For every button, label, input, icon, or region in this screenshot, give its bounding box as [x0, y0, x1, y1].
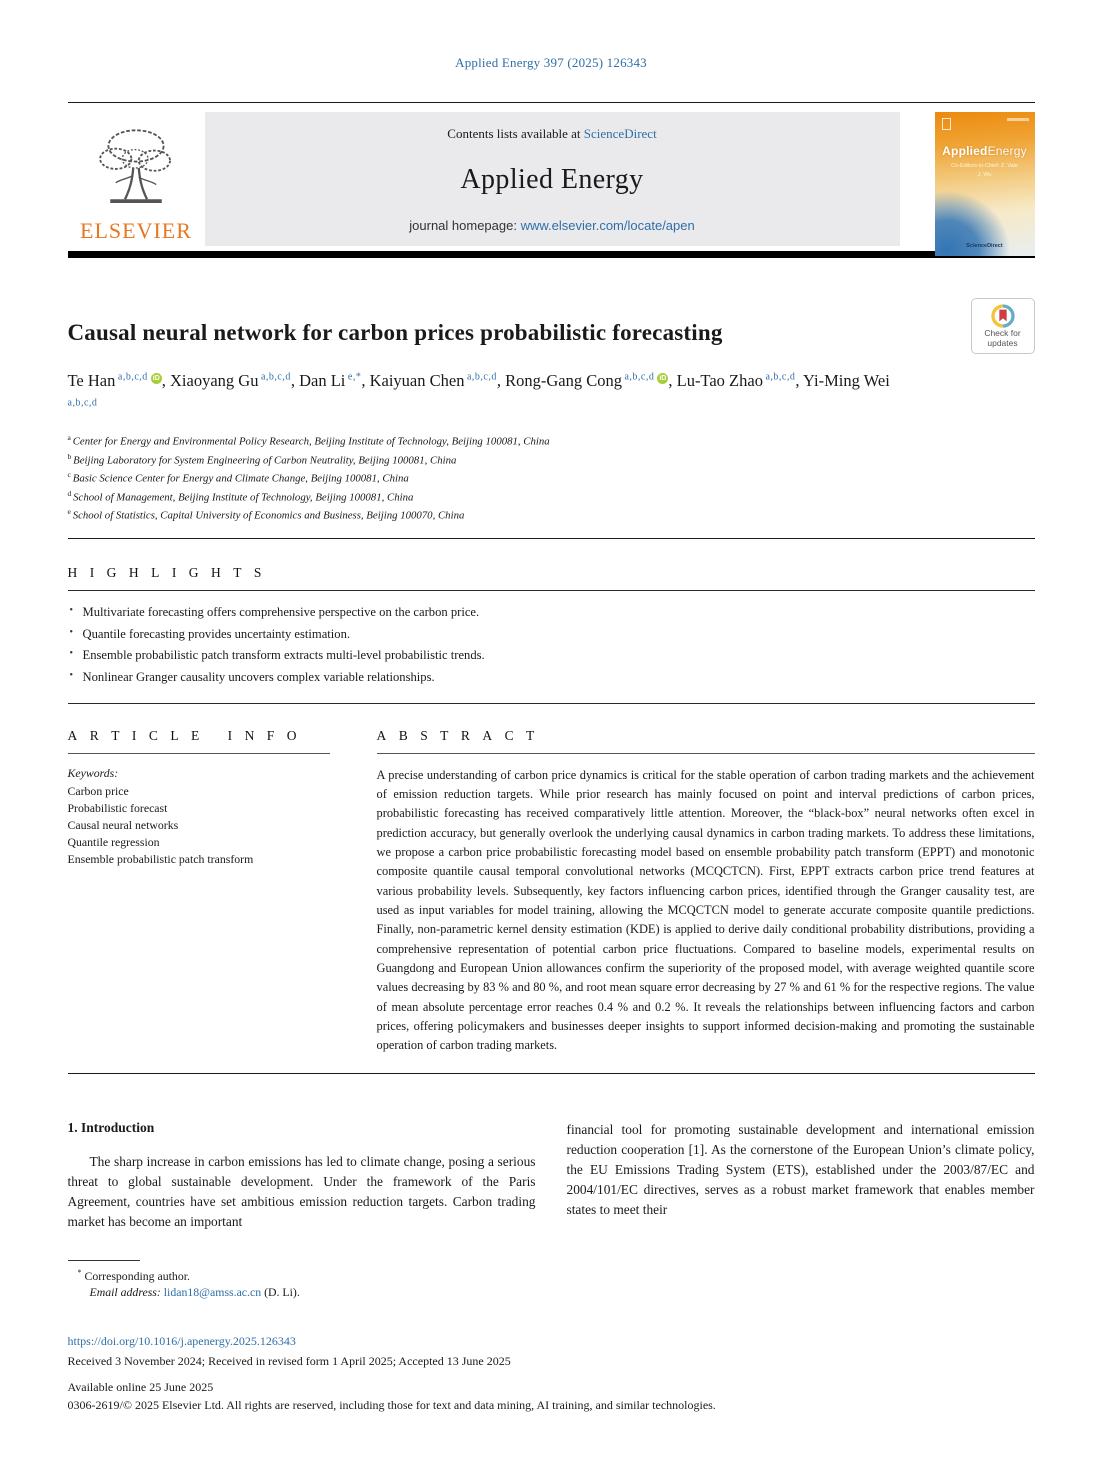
crossmark-icon: [991, 304, 1015, 328]
abstract-bottom-rule: [68, 1073, 1035, 1074]
body-left-column: [68, 1120, 536, 1232]
available-online-line: Available online 25 June 2025: [67, 1380, 214, 1395]
affiliation: $^b$ Beijing Laboratory for System Engineering of Carbon Neutrality, Beijing 100081, China: [67, 451, 457, 467]
highlights-rule: [68, 590, 1035, 591]
affiliation: $^a$ Center for Energy and Environmental Policy Research, Beijing Institute of Technology, Beijing 100081, China: [67, 433, 550, 448]
email-label: Email address:: [89, 1285, 161, 1300]
check-for-updates-badge[interactable]: [971, 298, 1035, 354]
cover-editors-line2: J. Wu: [977, 171, 992, 178]
highlight-item: • Ensemble probabilistic patch transform extracts multi-level probabilistic trends.: [70, 645, 1035, 667]
journal-title: Applied Energy: [460, 164, 644, 195]
doi-link[interactable]: https://doi.org/10.1016/j.apenergy.2025.126343: [67, 1334, 296, 1349]
introduction-heading: 1. Introduction: [67, 1119, 155, 1135]
contents-prefix: Contents lists available at: [447, 126, 584, 141]
copyright-line: 0306-2619/© 2025 Elsevier Ltd. All rights are reserved, including those for text and data mining, AI training, and similar technologies.: [67, 1398, 716, 1413]
article-info-column: [68, 728, 330, 1056]
check-for-updates-label: Check for updates: [984, 327, 1021, 348]
author: Rong-Gang Cong $^{a,b,c,d}$ iD: [505, 371, 667, 390]
cover-title-bold: Applied: [942, 144, 988, 158]
keyword: Quantile regression: [67, 834, 160, 849]
author-line: Te Han $^{a,b,c,d}$ iD , Xiaoyang Gu $^{a,b,c,d}$, Dan Li $^{e,*}$, Kaiyuan Chen $^{a,b,c,d}$, Rong-Gang Cong $^{a,b,c,d}$ iD , Lu-Tao Zhao $^{a,b,c,d}$, Yi-Ming Wei $^{a,b,c,d}$: [68, 368, 898, 419]
abstract-text: A precise understanding of carbon price dynamics is critical for the stable operation of carbon trading markets and the achievement of emission reduction targets. While prior research has mainly focused on point and interval predictions of carbon prices, probabilistic forecasting has received comparatively little attention. Moreover, the “black-box” neural networks often excel in prediction accuracy, but generally overlook the underlying causal dynamics in carbon trading markets. To address these limitations, we propose a carbon price probabilistic forecasting model based on ensemble probability patch transform (EPPT) and monotonic composite quantile causal temporal convolutional networks (MCQCTCN). First, EPPT extracts carbon price trend features at various probability levels. Subsequently, key factors influencing carbon prices, identified through the Granger causality test, are used as input variables for model training, allowing the MCQCTCN model to generate accurate composite quantile predictions. Finally, non-parametric kernel density estimation (KDE) is applied to derive daily conditional probability distributions, providing a comprehensive representation of potential carbon price fluctuations. Compared to baseline models, experimental results on Guangdong and European Union allowances confirm the superiority of the proposed model, with average weighted quantile score values decreasing by 83 % and 80 %, and root mean square error decreasing by 27 % and 61 % for the respective regions. The value of mean absolute percentage error reaches 0.4 % and 0.2 %. It reveals the relationships between influencing factors and carbon prices, offering policymakers and businesses deeper insights to support informed decision-making and promoting the sustainable operation of carbon trading markets.: [376, 767, 1035, 1053]
cover-title-light: Energy: [987, 144, 1027, 158]
cover-editors-line1: Co-Editors-in-Chief: Z. Vale: [951, 163, 1018, 169]
cover-mini-logo: [942, 118, 951, 130]
homepage-line: [409, 218, 694, 233]
paper-page: [68, 0, 1035, 1414]
elsevier-logo: [68, 112, 205, 246]
contents-line: [447, 126, 656, 142]
cover-title: [935, 144, 1035, 158]
journal-header: [68, 112, 1035, 249]
article-info-rule: [68, 753, 330, 754]
keyword: Ensemble probabilistic patch transform: [67, 851, 254, 866]
elsevier-wordmark: ELSEVIER: [80, 218, 192, 243]
cover-sciencedirect-brand: ScienceDirect: [966, 243, 1003, 249]
footnote-rule: [68, 1260, 140, 1261]
received-line: Received 3 November 2024; Received in revised form 1 April 2025; Accepted 13 June 2025: [67, 1354, 511, 1369]
abstract-rule: [377, 753, 1035, 754]
sciencedirect-link[interactable]: ScienceDirect: [583, 126, 657, 141]
highlights-bottom-rule: [68, 703, 1035, 704]
author: Dan Li $^{e,*}$: [299, 371, 362, 390]
affiliations: [68, 432, 1035, 525]
title-row: [68, 298, 1035, 354]
introduction-paragraph-right: financial tool for promoting sustainable development and international emission reduction cooperation [1]. As the cornerstone of the European Union’s climate policy, the EU Emissions Trading System (ETS), established under the 2003/87/EC and 2004/101/EC directives, serves as a robust market framework that enables member states to meet their: [566, 1121, 1035, 1218]
article-info-heading: A R T I C L E I N F O: [67, 727, 303, 743]
highlight-item: • Multivariate forecasting offers comprehensive perspective on the carbon price.: [70, 602, 1035, 624]
elsevier-tree-logo: [90, 120, 182, 216]
highlight-item: • Nonlinear Granger causality uncovers complex variable relationships.: [70, 667, 1035, 689]
keywords-list: [68, 783, 330, 868]
journal-citation: Applied Energy 397 (2025) 126343: [455, 55, 647, 70]
corresponding-marker: *: [77, 1268, 82, 1278]
email-suffix: (D. Li).: [261, 1285, 300, 1300]
corresponding-text: Corresponding author.: [84, 1269, 190, 1284]
body-right-column: [567, 1120, 1035, 1232]
email-note: [68, 1285, 1035, 1300]
orcid-icon[interactable]: iD: [659, 374, 667, 382]
keyword: Causal neural networks: [67, 817, 179, 832]
journal-cover-thumbnail[interactable]: [935, 112, 1035, 256]
affiliation: $^e$ School of Statistics, Capital University of Economics and Business, Beijing 100070, China: [67, 507, 465, 522]
keyword: Carbon price: [67, 783, 129, 798]
keyword: Probabilistic forecast: [67, 800, 168, 815]
affiliation: $^d$ School of Management, Beijing Institute of Technology, Beijing 100081, China: [67, 488, 414, 504]
info-abstract-grid: [68, 728, 1035, 1056]
keywords-label: Keywords:: [67, 765, 119, 780]
body-columns: [68, 1120, 1035, 1232]
author: Lu-Tao Zhao $^{a,b,c,d}$: [676, 371, 796, 390]
homepage-prefix: journal homepage:: [409, 218, 521, 233]
affiliation: $^c$ Basic Science Center for Energy and Climate Change, Beijing 100081, China: [67, 470, 409, 485]
footnote-block: [68, 1260, 1035, 1300]
orcid-icon[interactable]: iD: [152, 374, 160, 382]
header-divider-bar: [68, 251, 1035, 258]
corresponding-author-note: [68, 1267, 1035, 1285]
cover-editors: [935, 162, 1035, 180]
cover-issue-marker: [1007, 118, 1029, 121]
affiliations-rule: [68, 538, 1035, 539]
homepage-link[interactable]: www.elsevier.com/locate/apen: [520, 218, 695, 233]
journal-banner: [205, 112, 900, 246]
author: Yi-Ming Wei $^{a,b,c,d}$: [67, 371, 893, 409]
publication-meta: [68, 1332, 1035, 1414]
author: Kaiyuan Chen $^{a,b,c,d}$: [369, 371, 497, 390]
article-title: Causal neural network for carbon prices probabilistic forecasting: [67, 320, 723, 345]
author: Xiaoyang Gu $^{a,b,c,d}$: [170, 371, 291, 390]
highlight-item: • Quantile forecasting provides uncertainty estimation.: [70, 624, 1035, 646]
top-rule: [68, 102, 1035, 103]
abstract-column: [377, 728, 1035, 1056]
highlights-heading: H I G H L I G H T S: [67, 564, 268, 580]
abstract-heading: A B S T R A C T: [376, 727, 540, 743]
email-link[interactable]: lidan18@amss.ac.cn: [163, 1285, 262, 1300]
author: Te Han $^{a,b,c,d}$ iD: [67, 371, 160, 390]
introduction-paragraph-left: The sharp increase in carbon emissions has led to climate change, posing a serious threat to global sustainable development. Under the framework of the Paris Agreement, countries have set ambitious emission reduction targets. Carbon trading market has become an important: [67, 1153, 536, 1230]
highlights-list: [70, 602, 1035, 689]
